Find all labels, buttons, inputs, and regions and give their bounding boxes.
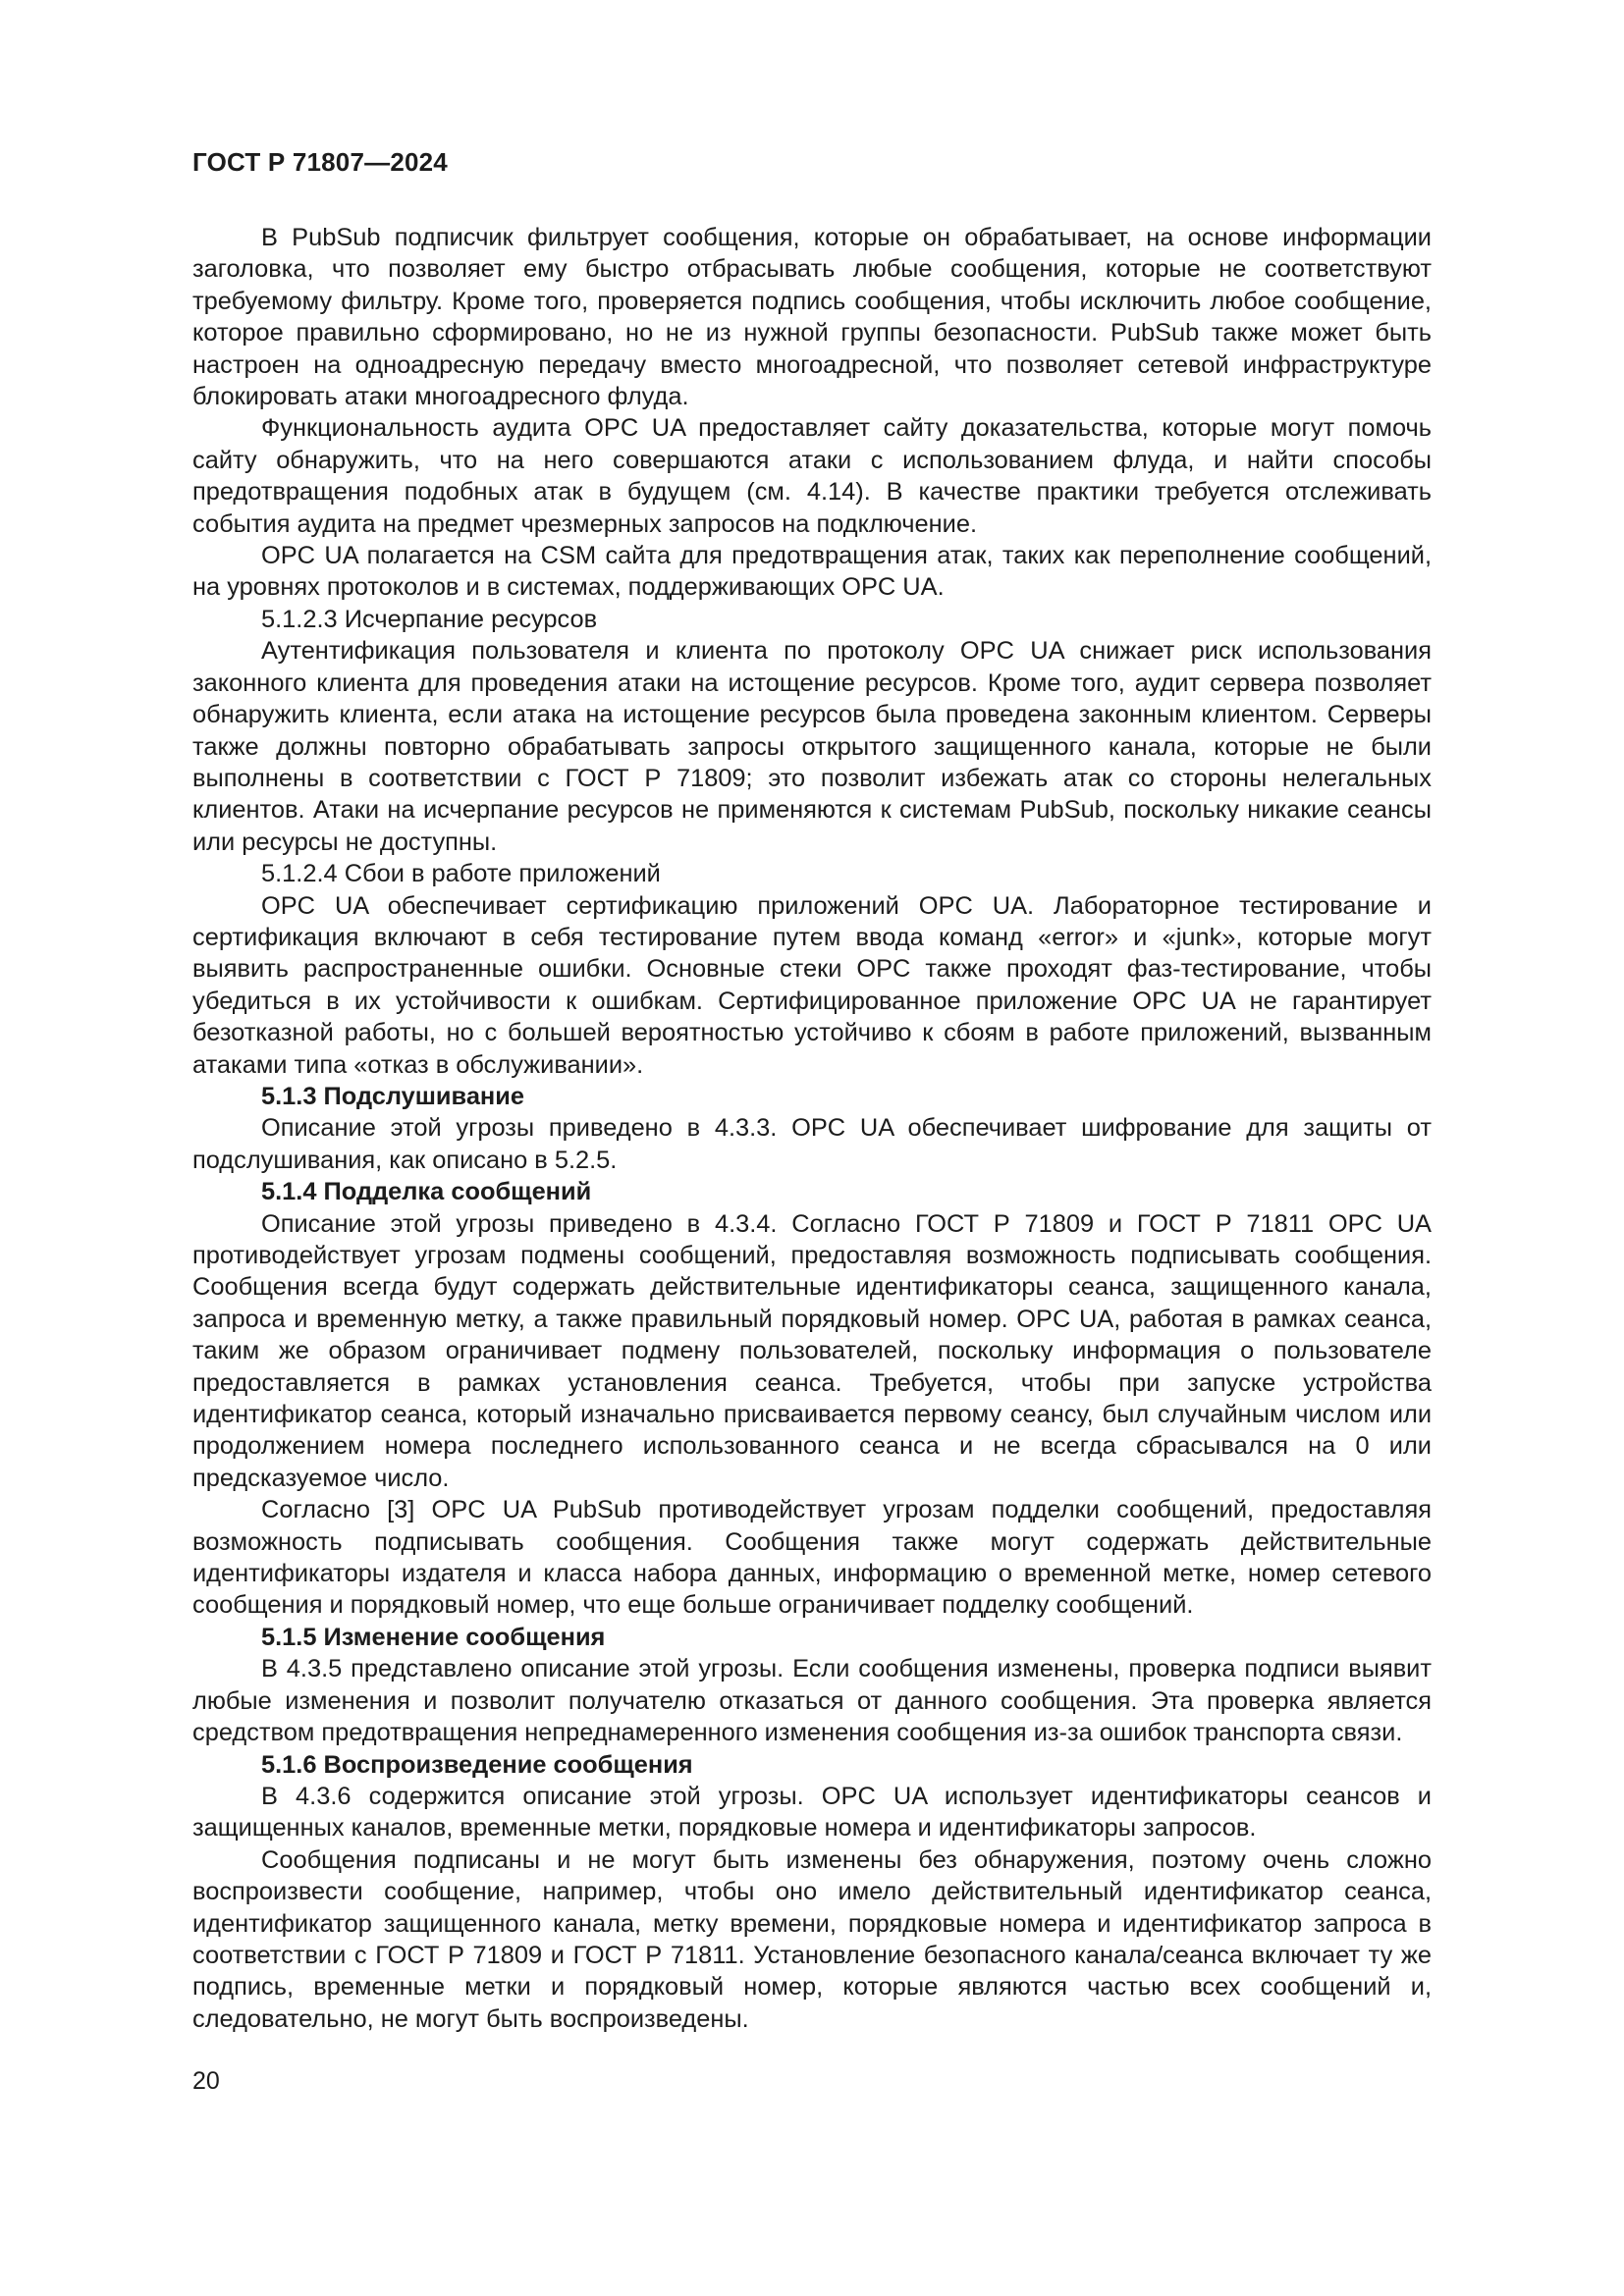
paragraph: В 4.3.5 представлено описание этой угрозы. Если сообщения изменены, проверка подписи выявит любые изменения и позволит получателю отказаться от данного сообщения. Эта проверка является средством предотвращения непреднамеренного изменения сообщения из-за ошибок транспорта связи. xyxy=(192,1655,1432,1747)
subsection-heading: 5.1.2.4 Сбои в работе приложений xyxy=(261,860,661,888)
paragraph: Согласно [3] OPC UA PubSub противодействует угрозам подделки сообщений, предоставляя возможность подписывать сообщения. Сообщения также могут содержать действительные идентификаторы издателя и класса набора данных, информацию о временной метке, номер сетевого сообщения и порядковый номер, что еще больше ограничивает подделку сообщений. xyxy=(192,1496,1432,1620)
paragraph: Аутентификация пользователя и клиента по протоколу OPC UA снижает риск использования законного клиента для проведения атаки на истощение ресурсов. Кроме того, аудит сервера позволяет обнаружить клиента, если атака на истощение ресурсов была проведена законным клиентом. Серверы также должны повторно обрабатывать запросы открытого защищенного канала, которые не были выполнены в соответствии с ГОСТ Р 71809; это позволит избежать атак со стороны нелегальных клиентов. Атаки на исчерпание ресурсов не применяются к системам PubSub, поскольку никакие сеансы или ресурсы не доступны. xyxy=(192,637,1432,856)
document-header: ГОСТ Р 71807—2024 xyxy=(192,147,448,177)
paragraph: Функциональность аудита OPC UA предоставляет сайту доказательства, которые могут помочь сайту обнаружить, что на него совершаются атаки с использованием флуда, и найти способы предотвращения подобных атак в будущем (см. 4.14). В качестве практики требуется отслеживать события аудита на предмет чрезмерных запросов на подключение. xyxy=(192,414,1432,538)
paragraph: OPC UA полагается на CSM сайта для предотвращения атак, таких как переполнение сообщений, на уровнях протоколов и в системах, поддерживающих OPC UA. xyxy=(192,542,1432,602)
section-heading: 5.1.6 Воспроизведение сообщения xyxy=(261,1750,693,1779)
paragraph: В 4.3.6 содержится описание этой угрозы. OPC UA использует идентификаторы сеансов и защищенных каналов, временные метки, порядковые номера и идентификаторы запросов. xyxy=(192,1782,1432,1842)
section-heading: 5.1.3 Подслушивание xyxy=(261,1082,525,1110)
paragraph: В PubSub подписчик фильтрует сообщения, которые он обрабатывает, на основе информации заголовка, что позволяет ему быстро отбрасывать любые сообщения, которые не соответствуют требуемому фильтру. Кроме того, проверяется подпись сообщения, чтобы исключить любое сообщение, которое правильно сформировано, но не из нужной группы безопасности. PubSub также может быть настроен на одноадресную передачу вместо многоадресной, что позволяет сетевой инфраструктуре блокировать атаки многоадресного флуда. xyxy=(192,224,1432,411)
paragraph: Описание этой угрозы приведено в 4.3.3. OPC UA обеспечивает шифрование для защиты от подслушивания, как описано в 5.2.5. xyxy=(192,1114,1432,1174)
paragraph: Сообщения подписаны и не могут быть изменены без обнаружения, поэтому очень сложно воспроизвести сообщение, например, чтобы оно имело действительный идентификатор сеанса, идентификатор защищенного канала, метку времени, порядковые номера и идентификатор запроса в соответствии с ГОСТ Р 71809 и ГОСТ Р 71811. Установление безопасного канала/сеанса включает ту же подпись, временные метки и порядковый номер, которые являются частью всех сообщений и, следовательно, не могут быть воспроизведены. xyxy=(192,1845,1432,2033)
section-heading: 5.1.4 Подделка сообщений xyxy=(261,1178,592,1206)
paragraph: Описание этой угрозы приведено в 4.3.4. Согласно ГОСТ Р 71809 и ГОСТ Р 71811 OPC UA противодействует угрозам подмены сообщений, предоставляя возможность подписывать сообщения. Сообщения всегда будут содержать действительные идентификаторы сеанса, защищенного канала, запроса и временную метку, а также правильный порядковый номер. OPC UA, работая в рамках сеанса, таким же образом ограничивает подмену пользователей, поскольку информация о пользователе предоставляется в рамках установления сеанса. Требуется, чтобы при запуске устройства идентификатор сеанса, который изначально присваивается первому сеансу, был случайным числом или продолжением номера последнего использованного сеанса и не всегда сбрасывался на 0 или предсказуемое число. xyxy=(192,1209,1432,1492)
page-number: 20 xyxy=(192,2067,220,2095)
paragraph: OPC UA обеспечивает сертификацию приложений OPC UA. Лабораторное тестирование и сертификация включают в себя тестирование путем ввода команд «error» и «junk», которые могут выявить распространенные ошибки. Основные стеки OPC также проходят фаз-тестирование, чтобы убедиться в их устойчивости к ошибкам. Сертифицированное приложение OPC UA не гарантирует безотказной работы, но с большей вероятностью устойчиво к сбоям в работе приложений, вызванным атаками типа «отказ в обслуживании». xyxy=(192,891,1432,1079)
subsection-heading: 5.1.2.3 Исчерпание ресурсов xyxy=(261,605,598,633)
document-body xyxy=(192,222,1432,2035)
section-heading: 5.1.5 Изменение сообщения xyxy=(261,1623,606,1651)
